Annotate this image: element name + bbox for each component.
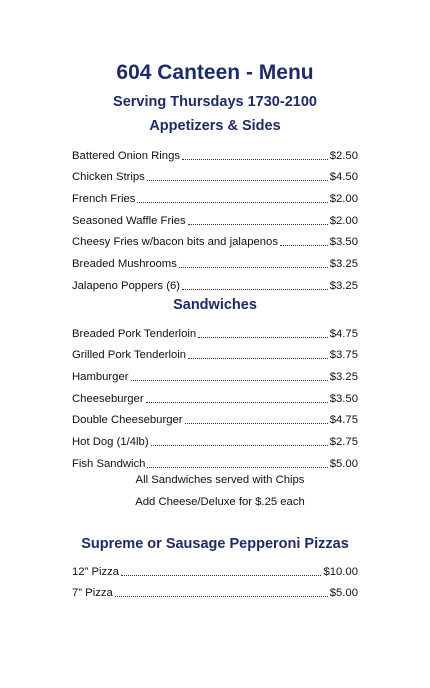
item-price: $2.00	[329, 214, 358, 227]
list-item	[72, 362, 358, 384]
dot-leader	[198, 337, 328, 338]
item-name: Seasoned Waffle Fries	[72, 214, 186, 227]
dot-leader	[146, 402, 328, 403]
dot-leader	[182, 289, 328, 290]
item-price: $3.50	[329, 392, 358, 405]
sandwich-note-chips: All Sandwiches served with Chips	[135, 474, 305, 486]
item-price: $10.00	[323, 565, 358, 578]
list-item	[72, 249, 358, 271]
item-price: $3.25	[329, 279, 358, 292]
dot-leader	[182, 159, 328, 160]
item-name: Cheesy Fries w/bacon bits and jalapenos	[72, 236, 278, 249]
list-item	[72, 427, 358, 449]
appetizers-heading: Appetizers & Sides	[149, 118, 281, 134]
item-name: Grilled Pork Tenderloin	[72, 349, 187, 362]
dot-leader	[151, 445, 328, 446]
menu-title: 604 Canteen - Menu	[116, 61, 314, 84]
appetizers-list	[72, 141, 358, 293]
item-price: $4.75	[329, 327, 358, 340]
dot-leader	[147, 180, 328, 181]
item-name: 12” Pizza	[72, 565, 120, 578]
menu-subtitle: Serving Thursdays 1730-2100	[113, 94, 317, 110]
list-item	[72, 319, 358, 341]
dot-leader	[115, 596, 328, 597]
list-item	[72, 271, 358, 293]
item-price: $3.75	[329, 349, 358, 362]
list-item	[72, 341, 358, 363]
item-price: $4.50	[329, 171, 358, 184]
item-price: $3.25	[329, 371, 358, 384]
item-name: Breaded Pork Tenderloin	[72, 327, 197, 340]
dot-leader	[188, 358, 328, 359]
sandwich-note-cheese: Add Cheese/Deluxe for $.25 each	[135, 496, 305, 508]
item-price: $4.75	[329, 414, 358, 427]
item-price: $2.50	[329, 149, 358, 162]
item-name: Battered Onion Rings	[72, 149, 181, 162]
item-name: French Fries	[72, 193, 136, 206]
list-item	[72, 384, 358, 406]
list-item	[72, 163, 358, 185]
item-name: Breaded Mushrooms	[72, 258, 177, 271]
item-name: 7” Pizza	[72, 587, 113, 600]
dot-leader	[280, 245, 328, 246]
list-item	[72, 406, 358, 428]
item-price: $5.00	[329, 587, 358, 600]
dot-leader	[188, 224, 328, 225]
item-name: Hot Dog (1/4lb)	[72, 436, 149, 449]
dot-leader	[179, 267, 328, 268]
item-name: Chicken Strips	[72, 171, 145, 184]
sandwiches-heading: Sandwiches	[173, 297, 257, 313]
item-price: $3.50	[329, 236, 358, 249]
item-name: Jalapeno Poppers (6)	[72, 279, 181, 292]
list-item	[72, 557, 358, 579]
item-name: Fish Sandwich	[72, 457, 146, 470]
list-item	[72, 228, 358, 250]
pizzas-heading: Supreme or Sausage Pepperoni Pizzas	[81, 536, 349, 552]
list-item	[72, 579, 358, 601]
list-item	[72, 449, 358, 471]
item-price: $3.25	[329, 258, 358, 271]
dot-leader	[185, 423, 328, 424]
item-price: $5.00	[329, 457, 358, 470]
sandwiches-list	[72, 319, 358, 471]
item-price: $2.75	[329, 436, 358, 449]
list-item	[72, 206, 358, 228]
item-name: Hamburger	[72, 371, 129, 384]
dot-leader	[147, 467, 327, 468]
item-price: $2.00	[329, 193, 358, 206]
item-name: Double Cheeseburger	[72, 414, 183, 427]
list-item	[72, 141, 358, 163]
pizzas-list	[72, 557, 358, 600]
list-item	[72, 184, 358, 206]
dot-leader	[121, 575, 321, 576]
dot-leader	[131, 380, 328, 381]
dot-leader	[137, 202, 327, 203]
item-name: Cheeseburger	[72, 392, 144, 405]
